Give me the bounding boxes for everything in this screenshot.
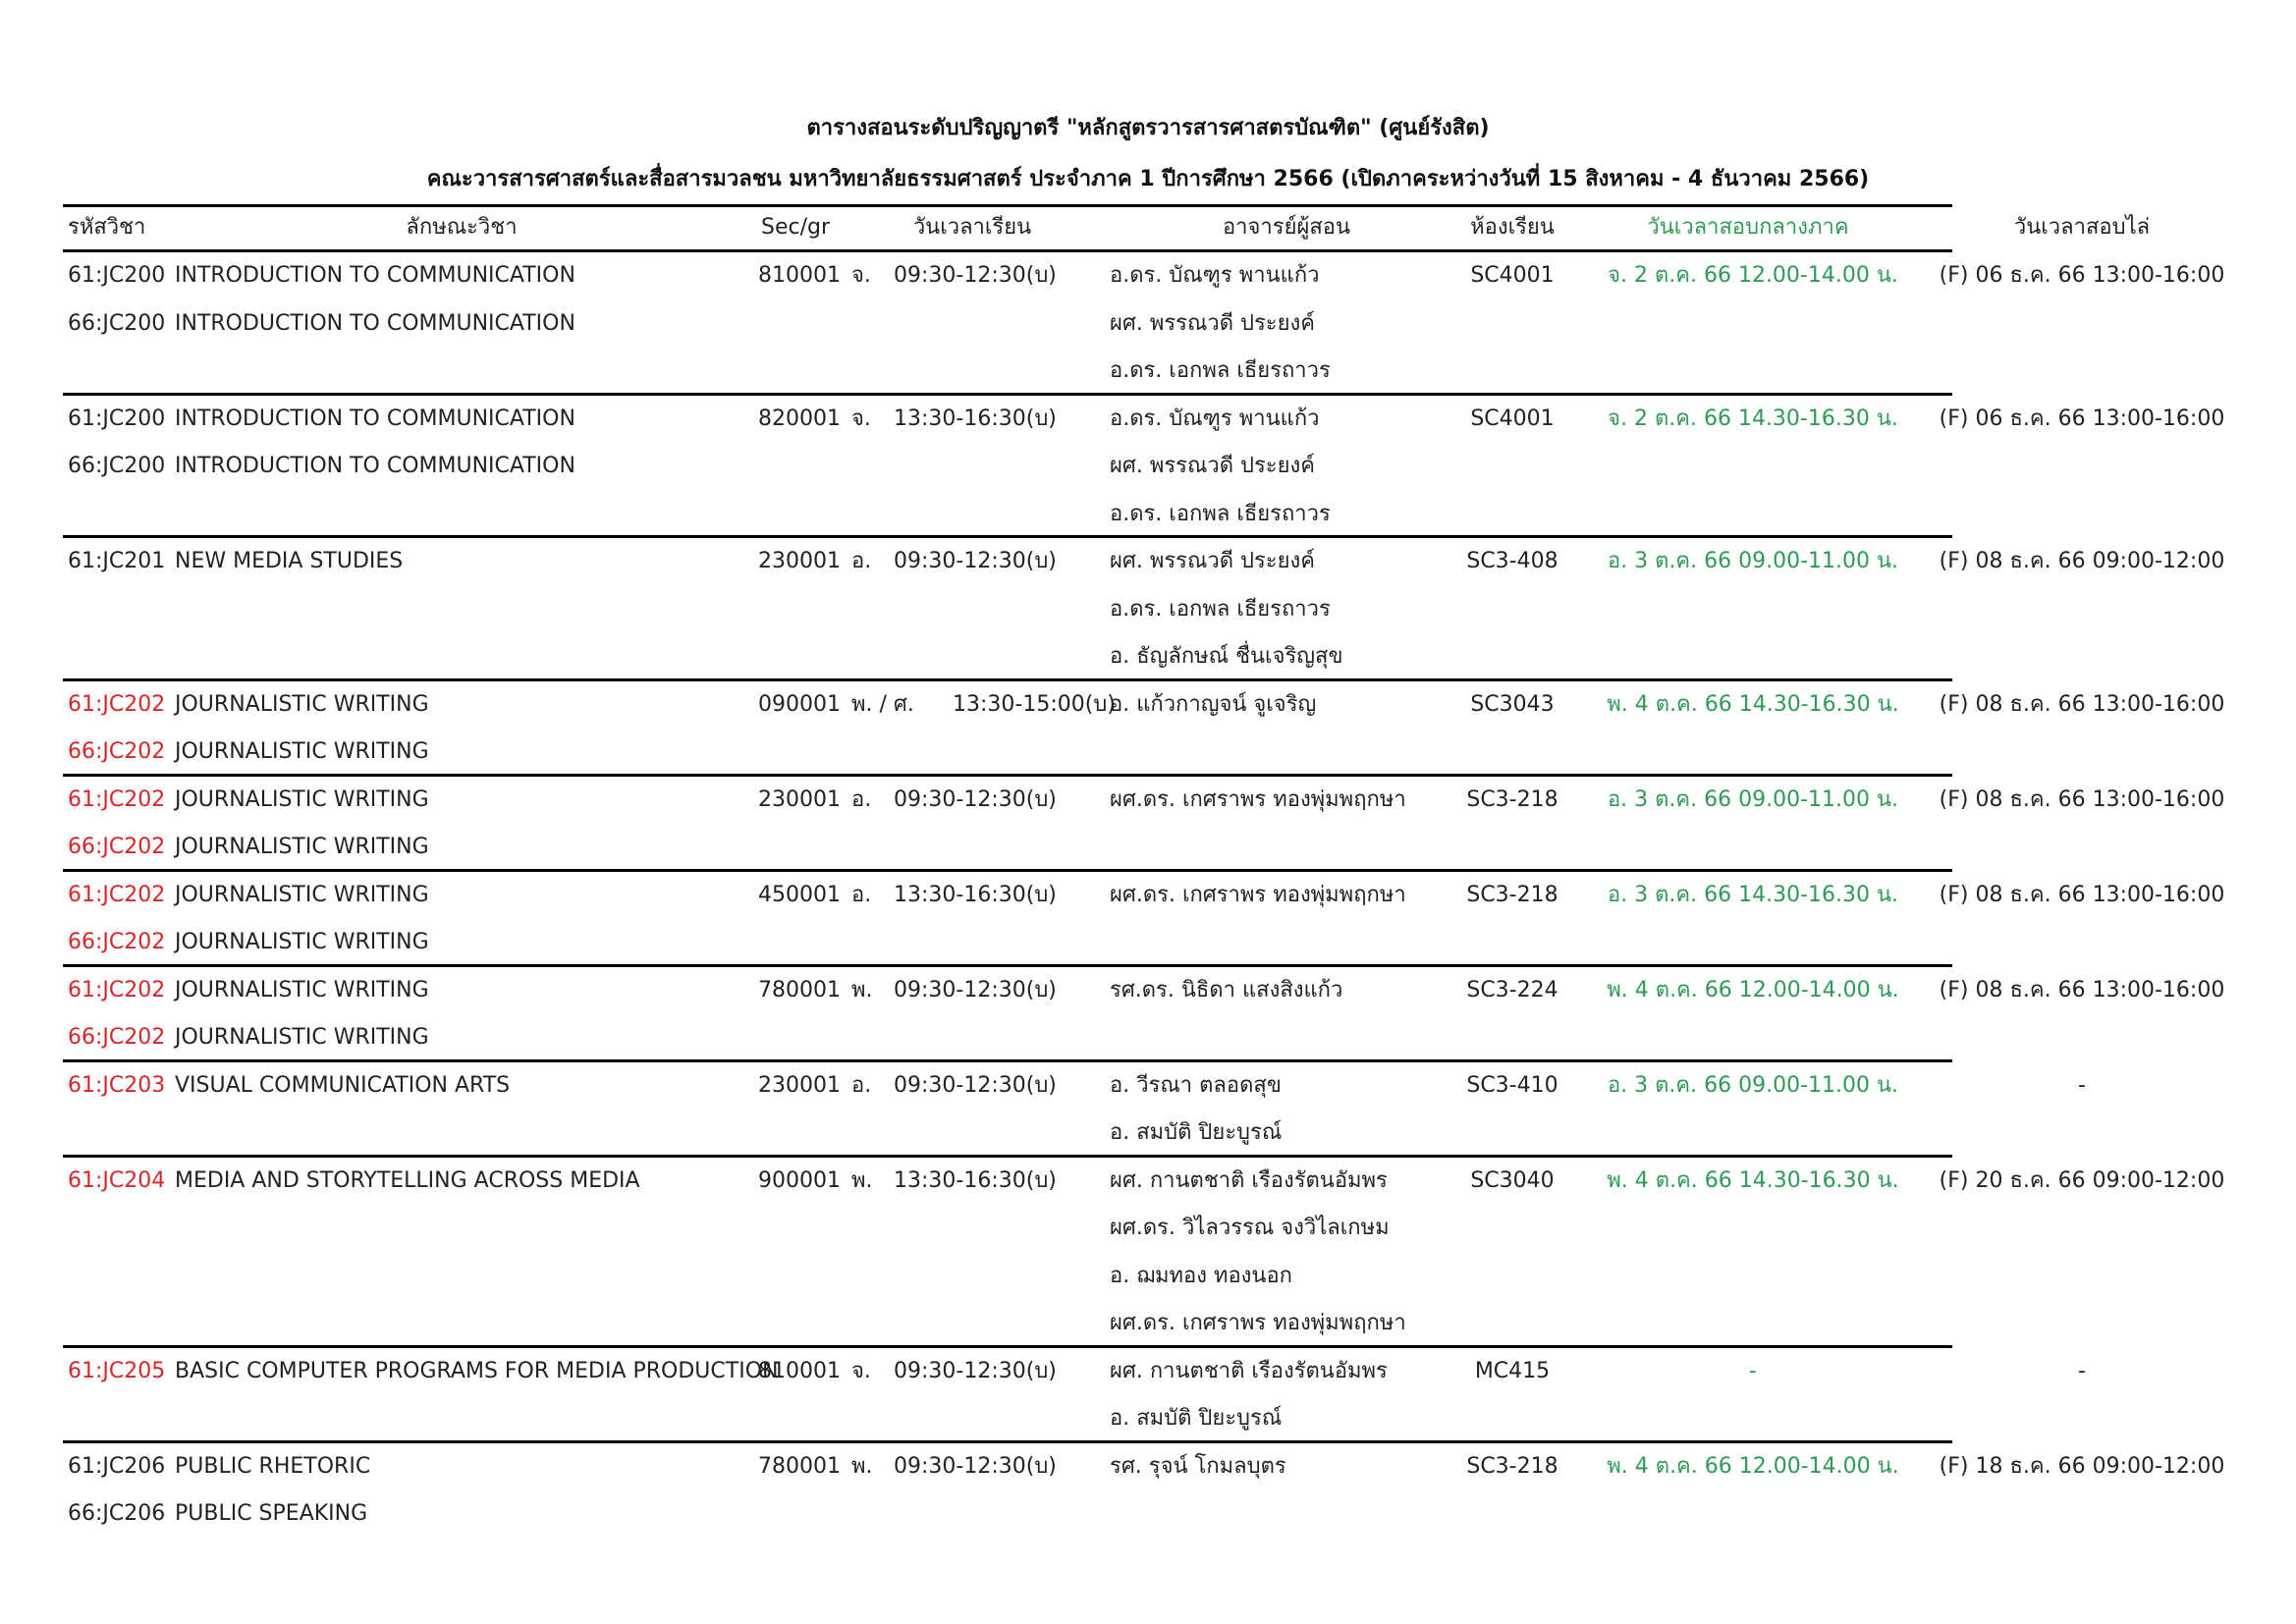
section-number: 230001 [758,549,841,573]
class-day: จ. [851,1358,871,1383]
instructor-name: ผศ.ดร. เกศราพร ทองพุ่มพฤกษา [1110,1311,1406,1335]
classroom: SC3-408 [1466,549,1558,573]
header-title: ลักษณะวิชา [406,215,518,240]
course-code: 61:JC202 [68,786,166,812]
class-day: จ. [851,406,871,431]
course-name: INTRODUCTION TO COMMUNICATION [175,263,575,288]
final-exam: - [2078,1358,2086,1383]
final-exam: (F) 20 ธ.ค. 66 09:00-12:00 [1939,1167,2225,1193]
course-name: VISUAL COMMUNICATION ARTS [175,1072,511,1098]
row-separator [63,964,1952,967]
course-code: 66:JC202 [68,930,166,954]
course-name: JOURNALISTIC WRITING [175,835,429,859]
class-day: พ. [851,1167,873,1193]
class-day: อ. [851,549,872,573]
course-name: JOURNALISTIC WRITING [175,977,429,1002]
row-separator [63,1155,1952,1158]
course-code: 61:JC201 [68,549,166,573]
section-number: 780001 [758,1453,841,1479]
midterm-exam: อ. 3 ต.ค. 66 09.00-11.00 น. [1607,549,1899,573]
course-code: 66:JC202 [68,835,166,859]
row-separator [63,249,1952,252]
final-exam: (F) 08 ธ.ค. 66 13:00-16:00 [1939,977,2225,1002]
class-day: พ. / ศ. [851,691,914,717]
class-day: พ. [851,977,873,1002]
class-time: 09:30-12:30(บ) [894,549,1057,573]
classroom: SC3-224 [1466,977,1558,1002]
course-code: 66:JC200 [68,454,166,478]
header-top-rule [63,204,1952,207]
section-number: 230001 [758,786,841,812]
course-code: 61:JC200 [68,406,166,431]
final-exam: (F) 06 ธ.ค. 66 13:00-16:00 [1939,406,2225,431]
instructor-name: รศ.ดร. นิธิดา แสงสิงแก้ว [1110,977,1343,1002]
midterm-exam: พ. 4 ต.ค. 66 12.00-14.00 น. [1607,977,1899,1002]
course-code: 61:JC202 [68,691,166,717]
course-name: JOURNALISTIC WRITING [175,786,429,812]
course-code: 66:JC202 [68,739,166,764]
class-time: 09:30-12:30(บ) [894,263,1057,288]
schedule-subtitle: คณะวารสารศาสตร์และสื่อสารมวลชน มหาวิทยาลัยธรรมศาสตร์ ประจำภาค 1 ปีการศึกษา 2566 (เปิดภาคระหว่างวันที่ 15 สิงหาคม - 4 ธันวาคม 2566) [426,167,1870,191]
midterm-exam: - [1749,1358,1757,1383]
course-name: BASIC COMPUTER PROGRAMS FOR MEDIA PRODUCTION [175,1358,779,1383]
instructor-name: ผศ.ดร. เกศราพร ทองพุ่มพฤกษา [1110,786,1406,812]
section-number: 810001 [758,1358,841,1383]
course-name: JOURNALISTIC WRITING [175,882,429,907]
class-time: 13:30-16:30(บ) [894,1167,1057,1193]
class-day: จ. [851,263,871,288]
course-code: 66:JC202 [68,1025,166,1050]
section-number: 450001 [758,882,841,907]
course-name: MEDIA AND STORYTELLING ACROSS MEDIA [175,1167,640,1193]
row-separator [63,1059,1952,1062]
instructor-name: อ.ดร. เอกพล เธียรถาวร [1110,501,1331,526]
instructor-name: ผศ. พรรณวดี ประยงค์ [1110,454,1315,478]
instructor-name: ผศ. พรรณวดี ประยงค์ [1110,310,1315,336]
midterm-exam: จ. 2 ต.ค. 66 12.00-14.00 น. [1608,263,1898,288]
header-room: ห้องเรียน [1470,215,1555,240]
class-day: อ. [851,1072,872,1098]
midterm-exam: อ. 3 ต.ค. 66 14.30-16.30 น. [1607,882,1899,907]
instructor-name: ผศ. กานตชาติ เรืองรัตนอัมพร [1110,1167,1388,1193]
course-code: 66:JC206 [68,1501,166,1526]
final-exam: - [2078,1072,2086,1098]
midterm-exam: พ. 4 ต.ค. 66 14.30-16.30 น. [1607,691,1899,717]
classroom: SC3-218 [1466,786,1558,812]
instructor-name: ผศ.ดร. วิไลวรรณ จงวิไลเกษม [1110,1216,1390,1240]
header-midterm: วันเวลาสอบกลางภาค [1647,215,1849,240]
course-code: 61:JC206 [68,1453,166,1479]
class-time: 09:30-12:30(บ) [894,1072,1057,1098]
header-code: รหัสวิชา [68,215,146,240]
midterm-exam: อ. 3 ต.ค. 66 09.00-11.00 น. [1607,786,1899,812]
section-number: 820001 [758,406,841,431]
section-number: 780001 [758,977,841,1002]
instructor-name: อ. วีรณา ตลอดสุข [1110,1072,1282,1098]
class-time: 09:30-12:30(บ) [894,977,1057,1002]
final-exam: (F) 18 ธ.ค. 66 09:00-12:00 [1939,1453,2225,1479]
instructor-name: ผศ.ดร. เกศราพร ทองพุ่มพฤกษา [1110,882,1406,907]
header-sec: Sec/gr [760,215,831,240]
course-name: JOURNALISTIC WRITING [175,691,429,717]
course-code: 61:JC205 [68,1358,166,1383]
course-name: INTRODUCTION TO COMMUNICATION [175,310,575,336]
classroom: SC3043 [1470,691,1555,717]
header-final: วันเวลาสอบไล่ [2013,215,2151,240]
final-exam: (F) 06 ธ.ค. 66 13:00-16:00 [1939,263,2225,288]
instructor-name: อ. แก้วกาญจน์ จูเจริญ [1110,691,1317,717]
row-separator [63,1440,1952,1443]
classroom: MC415 [1474,1358,1551,1383]
classroom: SC3-218 [1466,1453,1558,1479]
classroom: SC3-410 [1466,1072,1558,1098]
schedule-title: ตารางสอนระดับปริญญาตรี "หลักสูตรวารสารศาสตรบัณฑิต" (ศูนย์รังสิต) [806,116,1490,140]
class-time: 09:30-12:30(บ) [894,1453,1057,1479]
course-code: 61:JC202 [68,977,166,1002]
row-separator [63,678,1952,681]
class-day: อ. [851,882,872,907]
classroom: SC4001 [1470,406,1555,431]
section-number: 900001 [758,1167,841,1193]
course-code: 61:JC200 [68,263,166,288]
instructor-name: อ.ดร. เอกพล เธียรถาวร [1110,596,1331,622]
instructor-name: อ. สมบัติ ปิยะบูรณ์ [1110,1120,1283,1145]
instructor-name: อ. ฌมทอง ทองนอก [1110,1263,1292,1288]
midterm-exam: อ. 3 ต.ค. 66 09.00-11.00 น. [1607,1072,1899,1098]
header-teacher: อาจารย์ผู้สอน [1222,215,1351,240]
classroom: SC3-218 [1466,882,1558,907]
row-separator [63,393,1952,396]
classroom: SC4001 [1470,263,1555,288]
row-separator [63,774,1952,777]
class-time: 09:30-12:30(บ) [894,1358,1057,1383]
final-exam: (F) 08 ธ.ค. 66 13:00-16:00 [1939,882,2225,907]
class-time: 13:30-16:30(บ) [894,882,1057,907]
course-code: 61:JC204 [68,1167,166,1193]
section-number: 090001 [758,691,841,717]
midterm-exam: พ. 4 ต.ค. 66 14.30-16.30 น. [1607,1167,1899,1193]
instructor-name: อ. สมบัติ ปิยะบูรณ์ [1110,1406,1283,1431]
instructor-name: รศ. รุจน์ โกมลบุตร [1110,1453,1286,1479]
course-name: PUBLIC RHETORIC [175,1453,371,1479]
row-separator [63,535,1952,538]
class-time: 13:30-16:30(บ) [894,406,1057,431]
classroom: SC3040 [1470,1167,1555,1193]
section-number: 810001 [758,263,841,288]
header-time: วันเวลาเรียน [912,215,1032,240]
course-name: JOURNALISTIC WRITING [175,739,429,764]
instructor-name: อ.ดร. บัณฑูร พานแก้ว [1110,406,1320,431]
course-code: 61:JC202 [68,882,166,907]
row-separator [63,1345,1952,1348]
course-name: PUBLIC SPEAKING [175,1501,368,1526]
course-name: JOURNALISTIC WRITING [175,1025,429,1050]
final-exam: (F) 08 ธ.ค. 66 13:00-16:00 [1939,786,2225,812]
course-name: NEW MEDIA STUDIES [175,549,404,573]
final-exam: (F) 08 ธ.ค. 66 13:00-16:00 [1939,691,2225,717]
instructor-name: อ.ดร. เอกพล เธียรถาวร [1110,358,1331,383]
class-day: พ. [851,1453,873,1479]
course-name: INTRODUCTION TO COMMUNICATION [175,406,575,431]
midterm-exam: พ. 4 ต.ค. 66 12.00-14.00 น. [1607,1453,1899,1479]
final-exam: (F) 08 ธ.ค. 66 09:00-12:00 [1939,549,2225,573]
instructor-name: อ.ดร. บัณฑูร พานแก้ว [1110,263,1320,288]
row-separator [63,869,1952,872]
course-name: INTRODUCTION TO COMMUNICATION [175,454,575,478]
course-name: JOURNALISTIC WRITING [175,930,429,954]
instructor-name: อ. ธัญลักษณ์ ชื่นเจริญสุข [1110,644,1343,669]
course-code: 61:JC203 [68,1072,166,1098]
class-time: 13:30-15:00(บ) [953,691,1116,717]
course-code: 66:JC200 [68,310,166,336]
instructor-name: ผศ. พรรณวดี ประยงค์ [1110,549,1315,573]
class-day: อ. [851,786,872,812]
midterm-exam: จ. 2 ต.ค. 66 14.30-16.30 น. [1608,406,1898,431]
section-number: 230001 [758,1072,841,1098]
instructor-name: ผศ. กานตชาติ เรืองรัตนอัมพร [1110,1358,1388,1383]
class-time: 09:30-12:30(บ) [894,786,1057,812]
